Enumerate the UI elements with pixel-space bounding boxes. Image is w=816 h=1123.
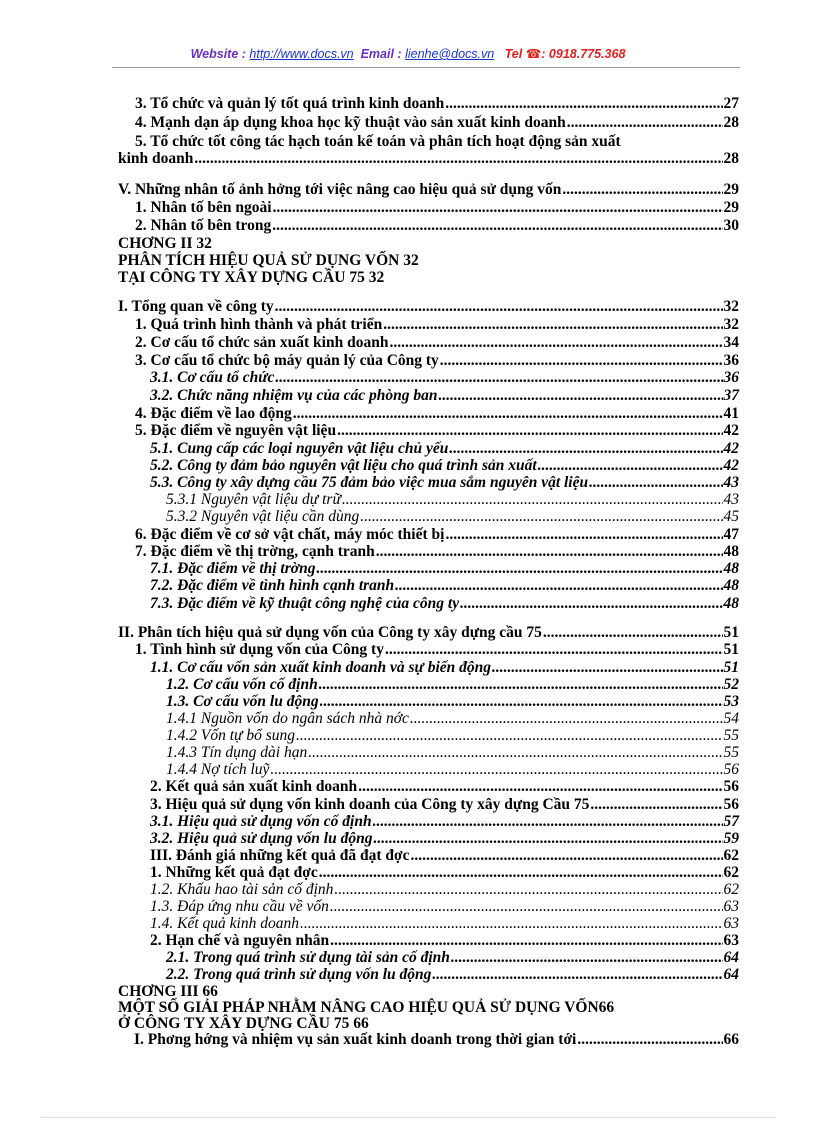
toc-entry[interactable]: kinh doanh ..... 28 <box>118 150 739 167</box>
toc-entry[interactable]: 1. Tình hình sử dụng vốn của Công ty ..... 51 <box>135 641 739 658</box>
toc-entry[interactable]: V. Những nhân tố ảnh hởng tới việc nâng cao hiệu quả sử dụng vốn ..... 29 <box>118 181 739 198</box>
toc-entry[interactable]: 1.3. Cơ cấu vốn lu động ..... 53 <box>166 693 739 710</box>
tel-label: Tel <box>504 47 523 61</box>
toc-entry[interactable]: 6. Đặc điểm về cơ sở vật chất, máy móc thiết bị ..... 47 <box>135 526 739 543</box>
toc-entry[interactable]: 1.3. Đáp ứng nhu cầu về vốn ..... 63 <box>150 898 739 915</box>
chapter-subtitle[interactable]: TẠI CÔNG TY XÂY DỰNG CẦU 75 32 <box>118 269 385 286</box>
toc-entry[interactable]: 2. Nhân tố bên trong ..... 30 <box>135 217 739 234</box>
toc-entry[interactable]: 3. Tổ chức và quản lý tốt quá trình kinh doanh ..... 27 <box>135 95 739 112</box>
toc-entry[interactable]: 5.3.1 Nguyên vật liệu dự trữ ..... 43 <box>166 491 739 508</box>
chapter-subtitle[interactable]: Ở CÔNG TY XÂY DỰNG CẦU 75 66 <box>118 1015 369 1032</box>
toc-entry[interactable]: 5.2. Công ty đảm bảo nguyên vật liệu cho quá trình sản xuất ..... 42 <box>150 457 739 474</box>
toc-entry[interactable]: II. Phân tích hiệu quả sử dụng vốn của Công ty xây dựng cầu 75 ..... 51 <box>118 624 739 641</box>
toc-entry[interactable]: 3. Hiệu quả sử dụng vốn kinh doanh của Công ty xây dựng Cầu 75 ..... 56 <box>150 796 739 813</box>
header-divider <box>112 67 740 68</box>
toc-entry[interactable]: 1.1. Cơ cấu vốn sản xuất kinh doanh và sự biến động ..... 51 <box>150 659 739 676</box>
toc-entry[interactable]: III. Đánh giá những kết quả đã đạt đợc ..... 62 <box>150 847 739 864</box>
toc-entry[interactable]: 4. Mạnh dạn áp dụng khoa học kỹ thuật vào sản xuất kinh doanh ..... 28 <box>135 114 739 131</box>
toc-entry[interactable]: 1.4.4 Nợ tích luỹ ..... 56 <box>166 761 739 778</box>
toc-entry[interactable]: 5.3. Công ty xây dựng cầu 75 đảm bảo việc mua sắm nguyên vật liệu ..... 43 <box>150 474 739 491</box>
toc-entry[interactable]: 1. Nhân tố bên ngoài ..... 29 <box>135 199 739 216</box>
toc-entry[interactable]: 2.2. Trong quá trình sử dụng vốn lu động ..... 64 <box>166 966 739 983</box>
site-header <box>0 46 816 61</box>
toc-entry[interactable]: 1.4. Kết quả kinh doanh ..... 63 <box>150 915 739 932</box>
chapter-title[interactable]: PHÂN TÍCH HIỆU QUẢ SỬ DỤNG VỐN 32 <box>118 252 419 269</box>
toc-entry[interactable]: 2. Kết quả sản xuất kinh doanh ..... 56 <box>150 778 739 795</box>
toc-entry[interactable]: I. Phơng hớng và nhiệm vụ sản xuất kinh doanh trong thời gian tới ..... 66 <box>134 1031 739 1048</box>
toc-entry[interactable]: 1. Quá trình hình thành và phát triển ..... 32 <box>135 316 739 333</box>
chapter-heading[interactable]: CHƠNG II 32 <box>118 235 212 252</box>
toc-entry[interactable]: 2. Hạn chế và nguyên nhân ..... 63 <box>150 932 739 949</box>
toc-entry[interactable]: 1.4.2 Vốn tự bổ sung ..... 55 <box>166 727 739 744</box>
toc-entry[interactable]: 5.3.2 Nguyên vật liệu cần dùng ..... 45 <box>166 508 739 525</box>
toc-entry[interactable]: 3.2. Chức năng nhiệm vụ của các phòng ban ..... 37 <box>150 387 739 404</box>
website-link[interactable]: http://www.docs.vn <box>249 47 354 61</box>
toc-entry[interactable]: 5.1. Cung cấp các loại nguyên vật liệu chủ yếu ..... 42 <box>150 440 739 457</box>
chapter-title[interactable]: MỘT SỐ GIẢI PHÁP NHẰM NÂNG CAO HIỆU QUẢ SỬ DỤNG VỐN66 <box>118 999 615 1016</box>
toc-entry[interactable]: 3.1. Hiệu quả sử dụng vốn cố định ..... 57 <box>150 813 739 830</box>
toc-entry[interactable]: 1. Những kết quả đạt đợc ..... 62 <box>150 864 739 881</box>
email-label: Email : <box>360 47 402 61</box>
toc-entry[interactable]: 1.4.3 Tín dụng dài hạn ..... 55 <box>166 744 739 761</box>
toc-entry[interactable]: 7.3. Đặc điểm về kỹ thuật công nghệ của công ty ..... 48 <box>150 595 739 612</box>
toc-entry[interactable]: 5. Đặc điểm về nguyên vật liệu ..... 42 <box>135 422 739 439</box>
footer-divider <box>40 1117 776 1118</box>
phone-icon: ☎ <box>525 47 542 61</box>
toc-entry[interactable]: 3. Cơ cấu tổ chức bộ máy quản lý của Công ty ..... 36 <box>135 352 739 369</box>
toc-entry[interactable]: 7.2. Đặc điểm về tình hình cạnh tranh ..... 48 <box>150 577 739 594</box>
toc-entry[interactable]: 2. Cơ cấu tổ chức sản xuất kinh doanh ..... 34 <box>135 334 739 351</box>
toc-entry[interactable]: 3.1. Cơ cấu tổ chức ..... 36 <box>150 369 739 386</box>
toc-entry[interactable]: 7. Đặc điểm về thị trờng, cạnh tranh ..... 48 <box>135 543 739 560</box>
toc-entry[interactable]: I. Tổng quan về công ty ..... 32 <box>118 298 739 315</box>
chapter-heading[interactable]: CHƠNG III 66 <box>118 983 218 1000</box>
toc-entry[interactable]: 1.2. Khấu hao tài sản cố định ..... 62 <box>150 881 739 898</box>
toc-entry[interactable]: 3.2. Hiệu quả sử dụng vốn lu động ..... 59 <box>150 830 739 847</box>
email-link[interactable]: lienhe@docs.vn <box>405 47 495 61</box>
toc-entry[interactable]: 4. Đặc điểm về lao động ..... 41 <box>135 405 739 422</box>
toc-entry[interactable]: 1.2. Cơ cấu vốn cố định ..... 52 <box>166 676 739 693</box>
toc-entry[interactable]: 1.4.1 Nguồn vốn do ngân sách nhà nớc ..... 54 <box>166 710 739 727</box>
tel-number: : 0918.775.368 <box>541 47 626 61</box>
toc-entry[interactable]: 7.1. Đặc điểm về thị trờng ..... 48 <box>150 560 739 577</box>
toc-entry-heading[interactable]: 5. Tổ chức tốt công tác hạch toán kế toán và phân tích hoạt động sản xuất <box>135 133 621 150</box>
toc-entry[interactable]: 2.1. Trong quá trình sử dụng tài sản cố định ..... 64 <box>166 949 739 966</box>
website-label: Website : <box>190 47 246 61</box>
